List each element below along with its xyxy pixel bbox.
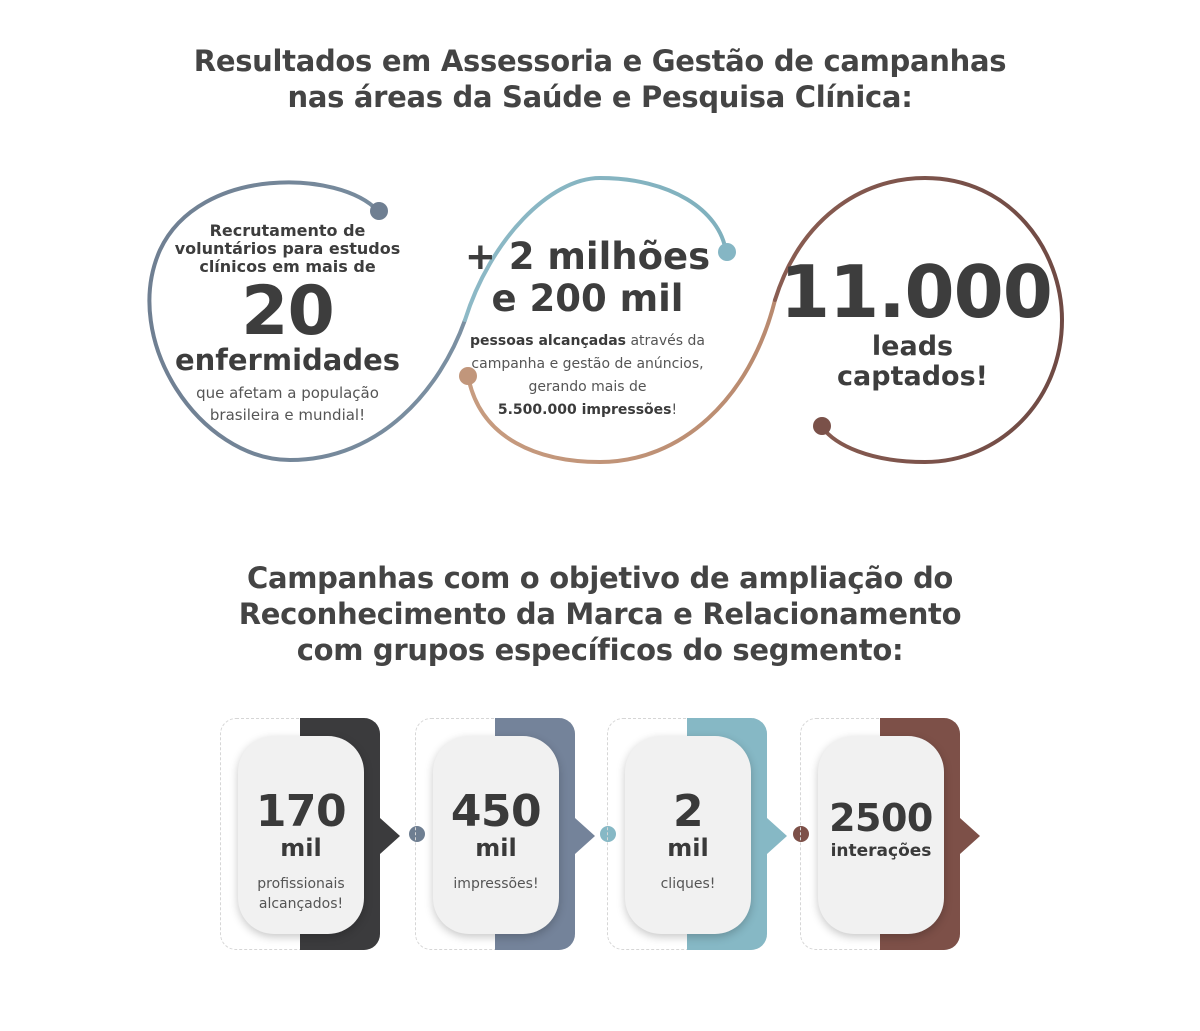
card-pill	[238, 736, 364, 934]
campaigns-heading	[0, 560, 1200, 668]
campaigns-heading-line-2: Reconhecimento da Marca e Relacionamento	[238, 597, 962, 631]
leads-count: 11.000	[780, 250, 1052, 334]
card-arrow-icon	[960, 818, 980, 854]
card-pill	[818, 736, 944, 934]
reach-desc-bold-2: 5.500.000 impressões	[497, 402, 672, 418]
diseases-desc-line-2: brasileira e mundial!	[209, 406, 366, 424]
stat-card-professionals	[220, 718, 380, 950]
wave-dot-1	[370, 202, 388, 220]
card-desc-line-1: cliques!	[660, 876, 716, 892]
stat-card-interactions	[800, 718, 960, 950]
wave-dot-2	[718, 243, 736, 261]
reach-line-2: e 200 mil	[491, 277, 684, 320]
card-number: 450	[450, 786, 542, 837]
reach-desc-bold-1: pessoas alcançadas	[470, 333, 626, 349]
reach-desc	[455, 330, 720, 422]
reach-line-1: + 2 milhões	[464, 235, 711, 278]
leads-unit-line-2: captados!	[837, 361, 988, 392]
card-desc-line-1: profissionais	[257, 876, 345, 892]
card-unit: mil	[280, 834, 322, 862]
card-arrow-icon	[767, 818, 787, 854]
diseases-intro-line-2: voluntários para estudos	[174, 239, 401, 258]
stat-card-impressions	[415, 718, 575, 950]
circle-leads	[780, 250, 1052, 392]
card-number: 2	[672, 786, 704, 837]
diseases-unit: enfermidades	[174, 343, 401, 377]
diseases-count: 20	[241, 272, 334, 351]
stat-card-clicks	[607, 718, 767, 950]
wave-dot-4	[813, 417, 831, 435]
card-number: 170	[255, 786, 347, 837]
results-heading-line-2: nas áreas da Saúde e Pesquisa Clínica:	[287, 80, 913, 114]
card-pill	[625, 736, 751, 934]
card-arrow-icon	[380, 818, 400, 854]
card-desc-line-2: alcançados!	[258, 896, 344, 912]
results-heading-line-1: Resultados em Assessoria e Gestão de campanhas	[193, 44, 1007, 78]
card-unit: mil	[667, 834, 709, 862]
campaigns-heading-line-1: Campanhas com o objetivo de ampliação do	[246, 561, 954, 595]
campaigns-heading-line-3: com grupos específicos do segmento:	[296, 633, 904, 667]
diseases-intro-line-3: clínicos em mais de	[199, 257, 376, 276]
card-unit: interações	[830, 841, 932, 861]
card-arrow-icon	[575, 818, 595, 854]
reach-desc-line-2: campanha e gestão de anúncios,	[471, 356, 704, 372]
reach-desc-line-3: gerando mais de	[528, 379, 647, 395]
circle-reach	[455, 236, 720, 422]
card-desc-line-1: impressões!	[453, 876, 539, 892]
circle-diseases	[160, 222, 415, 426]
diseases-intro-line-1: Recrutamento de	[209, 221, 366, 240]
reach-desc-text-1: através da	[626, 333, 705, 349]
reach-desc-text-2: !	[671, 402, 678, 418]
card-pill	[433, 736, 559, 934]
leads-unit-line-1: leads	[871, 331, 954, 362]
card-unit: mil	[475, 834, 517, 862]
card-number: 2500	[829, 796, 933, 840]
diseases-desc-line-1: que afetam a população	[196, 384, 379, 402]
